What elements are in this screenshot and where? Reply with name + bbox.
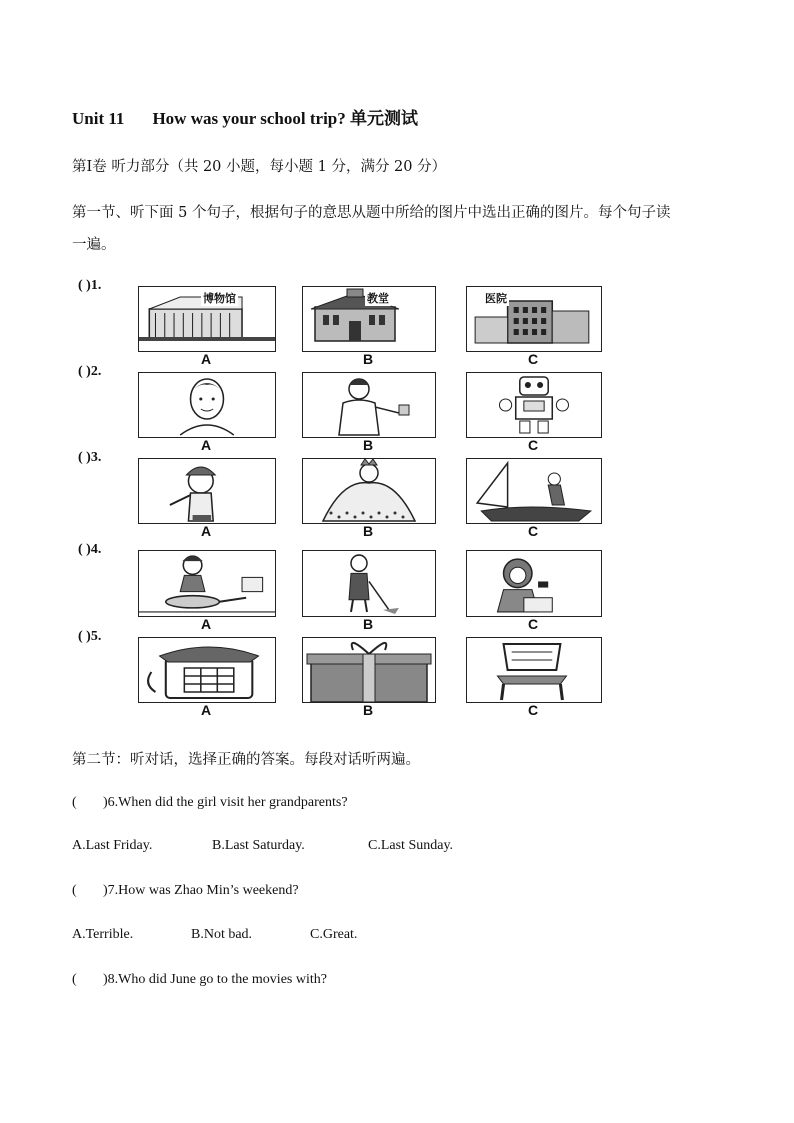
building-sign-a: 博物馆 (203, 292, 236, 305)
question-5-number: ( )5. (78, 629, 102, 644)
question-3-option-c-label: C (527, 523, 539, 539)
question-2-picture-c (466, 372, 602, 438)
question-3-option-a-label: A (200, 523, 212, 539)
question-8-text: )8.Who did June go to the movies with? (103, 972, 327, 987)
question-3-option-b-label: B (362, 523, 374, 539)
question-7-text: )7.How was Zhao Min’s weekend? (103, 883, 299, 898)
king-with-cape-icon (303, 459, 435, 523)
question-5-option-c-label: C (527, 702, 539, 718)
question-7-option-a: A.Terrible. (72, 927, 134, 942)
question-6-option-c: C.Last Sunday. (368, 838, 454, 853)
question-3-picture-a (138, 458, 276, 524)
question-2-option-a-label: A (200, 437, 212, 453)
question-2-option-b-label: B (362, 437, 374, 453)
section1-instruction-line2: 一遍。 (72, 237, 116, 253)
question-2-number: ( )2. (78, 364, 102, 379)
question-5-picture-c (466, 637, 602, 703)
question-5-picture-a (138, 637, 276, 703)
question-4-picture-c (466, 550, 602, 617)
building-sign-b: 教堂 (367, 292, 389, 305)
section1-instruction-line1: 第一节、听下面 5 个句子，根据句子的意思从题中所给的图片中选出正确的图片。每个句子读 (72, 205, 671, 221)
question-6-paren: ( (72, 795, 77, 810)
question-3-picture-c (466, 458, 602, 524)
woman-on-phone-icon (467, 551, 601, 616)
question-4-option-b-label: B (362, 616, 374, 632)
question-8-paren: ( (72, 972, 77, 987)
unit-name: How was your school trip? 单元测试 (152, 109, 418, 128)
page-title (72, 104, 418, 129)
question-6-option-a: A.Last Friday. (72, 838, 153, 853)
question-1-picture-b (302, 286, 436, 352)
man-on-boat-icon (467, 459, 601, 523)
question-2-option-c-label: C (527, 437, 539, 453)
girl-sweeping-icon (303, 551, 435, 616)
telephone-icon (139, 638, 275, 702)
question-1-picture-a (138, 286, 276, 352)
question-1-picture-c (466, 286, 602, 352)
unit-number: Unit 11 (72, 109, 125, 128)
question-7-option-b: B.Not bad. (191, 927, 253, 942)
question-4-picture-b (302, 550, 436, 617)
question-7-paren: ( (72, 883, 77, 898)
boy-portrait-icon (139, 373, 275, 437)
question-1-option-a-label: A (200, 351, 212, 367)
woman-cooking-icon (139, 551, 275, 616)
chair-icon (467, 638, 601, 702)
robot-icon (467, 373, 601, 437)
question-6-option-b: B.Last Saturday. (212, 838, 305, 853)
question-5-option-a-label: A (200, 702, 212, 718)
question-4-picture-a (138, 550, 276, 617)
building-sign-c: 医院 (485, 292, 507, 305)
part1-heading: 第Ⅰ卷 听力部分（共 20 小题，每小题 1 分，满分 20 分） (72, 159, 447, 175)
question-4-option-c-label: C (527, 616, 539, 632)
question-6-text: )6.When did the girl visit her grandparents? (103, 795, 348, 810)
question-5-option-b-label: B (362, 702, 374, 718)
pirate-boy-icon (139, 459, 275, 523)
question-2-picture-b (302, 372, 436, 438)
woman-with-cup-icon (303, 373, 435, 437)
question-2-picture-a (138, 372, 276, 438)
question-1-number: ( )1. (78, 278, 102, 293)
gift-box-icon (303, 638, 435, 702)
question-1-option-b-label: B (362, 351, 374, 367)
question-7-option-c: C.Great. (310, 927, 358, 942)
question-3-picture-b (302, 458, 436, 524)
question-1-option-c-label: C (527, 351, 539, 367)
question-4-number: ( )4. (78, 542, 102, 557)
question-3-number: ( )3. (78, 450, 102, 465)
question-5-picture-b (302, 637, 436, 703)
section2-heading: 第二节：听对话，选择正确的答案。每段对话听两遍。 (72, 752, 420, 768)
question-4-option-a-label: A (200, 616, 212, 632)
